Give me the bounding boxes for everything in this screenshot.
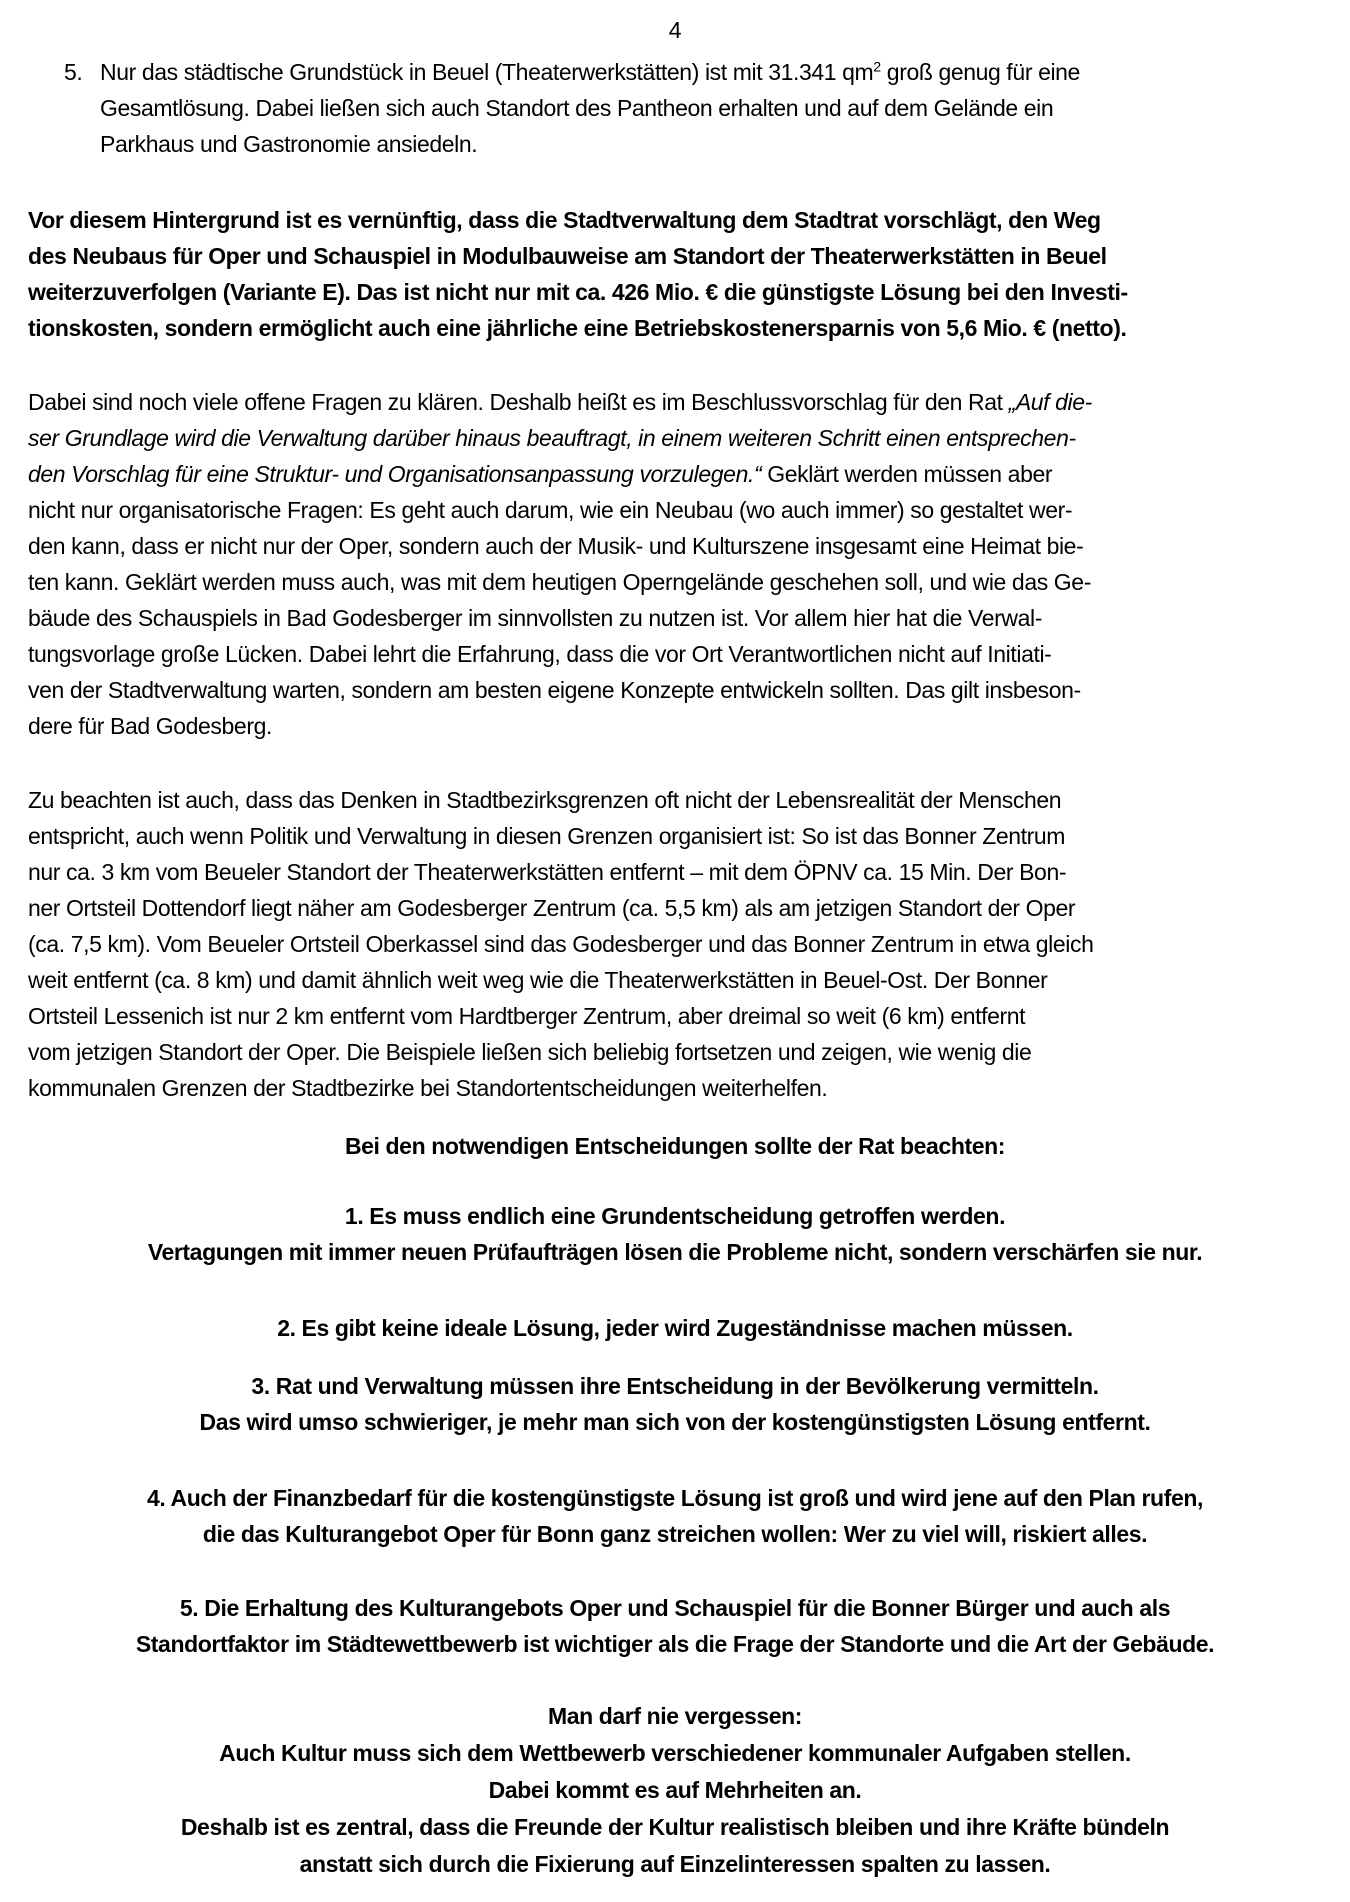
closing-statement (28, 1698, 1322, 1883)
text-line: ner Ortsteil Dottendorf liegt näher am Godesberger Zentrum (ca. 5,5 km) als am jetzigen Standort der Oper (28, 895, 1076, 921)
text-line: die das Kulturangebot Oper für Bonn ganz streichen wollen: Wer zu viel will, riskiert alles. (202, 1521, 1148, 1547)
text-line (100, 54, 1322, 90)
text-line: vom jetzigen Standort der Oper. Die Beispiele ließen sich beliebig fortsetzen und zeigen, wie wenig die (28, 1039, 1032, 1065)
page-number: 4 (668, 17, 682, 43)
text-line: Bei den notwendigen Entscheidungen sollte der Rat beachten: (344, 1133, 1006, 1159)
text-line: den kann, dass er nicht nur der Oper, sondern auch der Musik- und Kulturszene insgesamt eine Heimat bie- (28, 533, 1084, 559)
list-item-marker: 5. (64, 59, 83, 85)
list-item-5 (28, 54, 1322, 162)
section-heading-rat (28, 1128, 1322, 1164)
text-line: bäude des Schauspiels in Bad Godesberger im sinnvollsten zu nutzen ist. Vor allem hier hat die Verwal- (28, 605, 1042, 631)
text-line: 2. Es gibt keine ideale Lösung, jeder wird Zugeständnisse machen müssen. (277, 1315, 1073, 1341)
text-line: Deshalb ist es zentral, dass die Freunde der Kultur realistisch bleiben und ihre Kräfte bündeln (180, 1814, 1170, 1840)
text-line: 1. Es muss endlich eine Grundentscheidung getroffen werden. (344, 1203, 1006, 1229)
text-line: Man darf nie vergessen: (547, 1703, 803, 1729)
text-line: tionskosten, sondern ermöglicht auch eine jährliche eine Betriebskostenersparnis von 5,6 Mio. € (netto). (28, 315, 1127, 341)
paragraph-district-distances (28, 782, 1322, 1106)
text-line: kommunalen Grenzen der Stadtbezirke bei Standortentscheidungen weiterhelfen. (28, 1075, 828, 1101)
paragraph-open-questions (28, 384, 1322, 744)
item5-line1-post: groß genug für eine (880, 59, 1080, 85)
quote-italic-middle: ser Grundlage wird die Verwaltung darüber hinaus beauftragt, in einem weiteren Schritt einen entsprechen- (28, 425, 1076, 451)
text-line: (ca. 7,5 km). Vom Beueler Ortsteil Oberkassel sind das Godesberger und das Bonner Zentrum in etwa gleich (28, 931, 1094, 957)
text-line: Auch Kultur muss sich dem Wettbewerb verschiedener kommunaler Aufgaben stellen. (219, 1740, 1131, 1766)
point-1 (28, 1198, 1322, 1270)
text-line: Zu beachten ist auch, dass das Denken in Stadtbezirksgrenzen oft nicht der Lebensrealität der Menschen (28, 787, 1062, 813)
text-line: Dabei kommt es auf Mehrheiten an. (488, 1777, 862, 1803)
text-line: nur ca. 3 km vom Beueler Standort der Theaterwerkstätten entfernt – mit dem ÖPNV ca. 15 Min. Der Bon- (28, 859, 1067, 885)
text-line: ten kann. Geklärt werden muss auch, was mit dem heutigen Operngelände geschehen soll, und wie das Ge- (28, 569, 1091, 595)
text-line: Parkhaus und Gastronomie ansiedeln. (100, 131, 478, 157)
text-line: nicht nur organisatorische Fragen: Es geht auch darum, wie ein Neubau (wo auch immer) so gestaltet wer- (28, 497, 1073, 523)
quote-italic-end: den Vorschlag für eine Struktur- und Organisationsanpassung vorzulegen.“ (28, 461, 762, 487)
point-4 (28, 1480, 1322, 1552)
text-line (28, 456, 1322, 492)
point-5 (28, 1590, 1322, 1662)
point-2 (28, 1310, 1322, 1346)
text-line: entspricht, auch wenn Politik und Verwaltung in diesen Grenzen organisiert ist: So ist das Bonner Zentrum (28, 823, 1066, 849)
text-line: des Neubaus für Oper und Schauspiel in Modulbauweise am Standort der Theaterwerkstätten in Beuel (28, 243, 1107, 269)
text-line: Vertagungen mit immer neuen Prüfaufträgen lösen die Probleme nicht, sondern verschärfen sie nur. (147, 1239, 1203, 1265)
text-line: weit entfernt (ca. 8 km) und damit ähnlich weit weg wie die Theaterwerkstätten in Beuel-Ost. Der Bonner (28, 967, 1048, 993)
text-line: ven der Stadtverwaltung warten, sondern am besten eigene Konzepte entwickeln sollten. Das gilt insbeson- (28, 677, 1081, 703)
text-line (28, 384, 1322, 420)
superscript-2: 2 (873, 59, 881, 76)
text-line: 3. Rat und Verwaltung müssen ihre Entscheidung in der Bevölkerung vermitteln. (251, 1373, 1099, 1399)
text-line: 5. Die Erhaltung des Kulturangebots Oper und Schauspiel für die Bonner Bürger und auch als (179, 1595, 1171, 1621)
text-line: Ortsteil Lessenich ist nur 2 km entfernt vom Hardtberger Zentrum, aber dreimal so weit (6 km) entfernt (28, 1003, 1026, 1029)
text-line: Gesamtlösung. Dabei ließen sich auch Standort des Pantheon erhalten und auf dem Gelände ein (100, 95, 1054, 121)
point-3 (28, 1368, 1322, 1440)
text-line: anstatt sich durch die Fixierung auf Einzelinteressen spalten zu lassen. (299, 1851, 1051, 1877)
text-line: tungsvorlage große Lücken. Dabei lehrt die Erfahrung, dass die vor Ort Verantwortlichen nicht auf Initiati- (28, 641, 1052, 667)
text-line: Vor diesem Hintergrund ist es vernünftig, dass die Stadtverwaltung dem Stadtrat vorschlägt, den Weg (28, 207, 1101, 233)
quote-italic-start: „Auf die- (1008, 389, 1092, 415)
paragraph-recommendation (28, 202, 1322, 346)
text-line: dere für Bad Godesberg. (28, 713, 272, 739)
text-line: Das wird umso schwieriger, je mehr man sich von der kostengünstigsten Lösung entfernt. (199, 1409, 1151, 1435)
text-line: 4. Auch der Finanzbedarf für die kostengünstigste Lösung ist groß und wird jene auf den Plan rufen, (147, 1485, 1203, 1511)
quest-line1-regular: Dabei sind noch viele offene Fragen zu klären. Deshalb heißt es im Beschlussvorschlag für den Rat (28, 389, 1009, 415)
item5-line1-pre: Nur das städtische Grundstück in Beuel (Theaterwerkstätten) ist mit 31.341 qm (100, 59, 874, 85)
quest-line3-regular: Geklärt werden müssen aber (761, 461, 1053, 487)
text-line: Standortfaktor im Städtewettbewerb ist wichtiger als die Frage der Standorte und die Art der Gebäude. (135, 1631, 1215, 1657)
text-line: weiterzuverfolgen (Variante E). Das ist nicht nur mit ca. 426 Mio. € die günstigste Lösung bei den Investi- (28, 279, 1128, 305)
